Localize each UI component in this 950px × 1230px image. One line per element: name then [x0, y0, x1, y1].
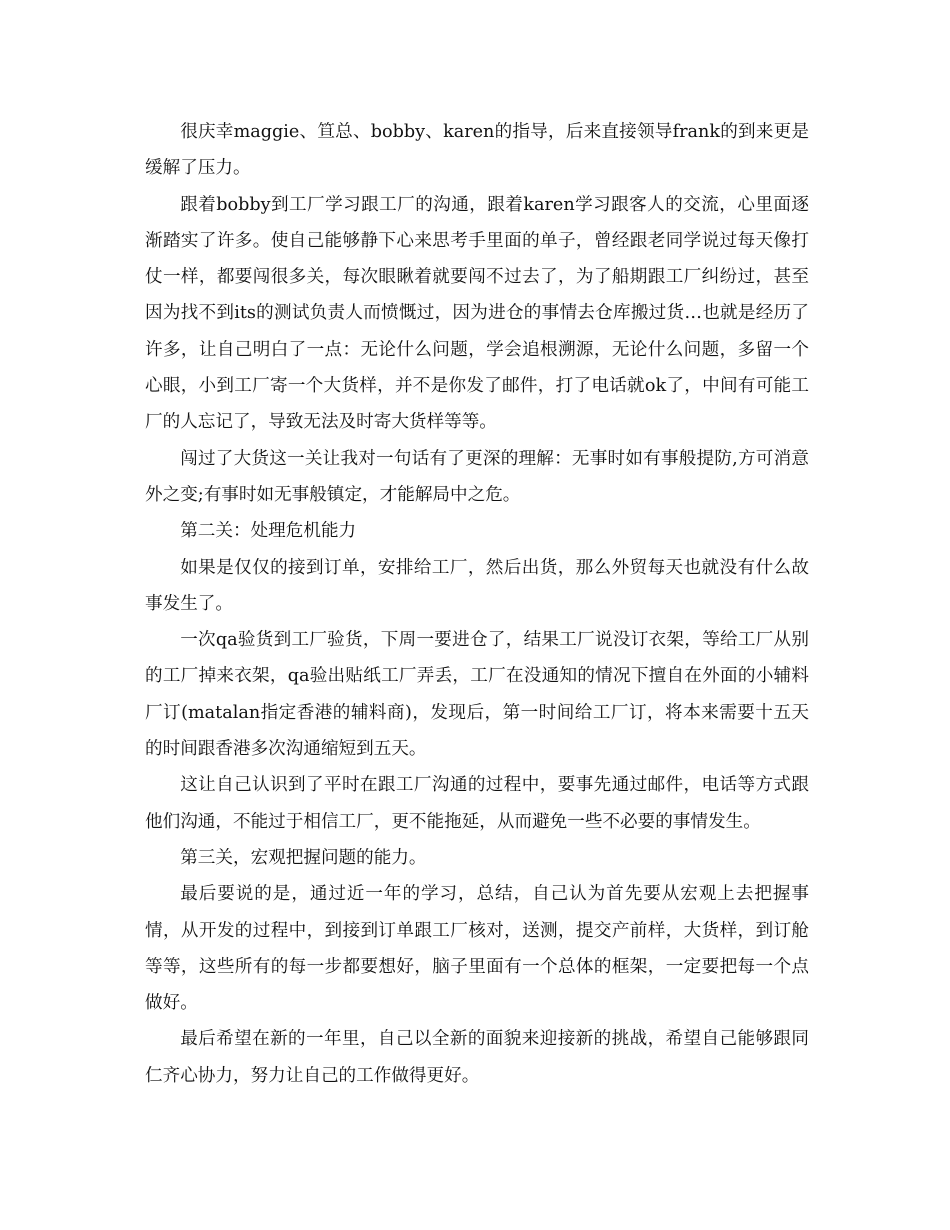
paragraph-9: 最后要说的是，通过近一年的学习，总结，自己认为首先要从宏观上去把握事情，从开发的过程中，到接到订单跟工厂核对，送测，提交产前样，大货样，到订舱等等，这些所有的每一步都要想好，脑子里面有一个总体的框架，一定要把每一个点做好。: [145, 884, 809, 1014]
section-heading-3: 第三关，宏观把握问题的能力。: [180, 847, 427, 868]
paragraph-6: 一次qa验货到工厂验货，下周一要进仓了，结果工厂说没订衣架，等给工厂从别的工厂掉来衣架，qa验出贴纸工厂弄丢，工厂在没通知的情况下擅自在外面的小辅料厂订(matalan指定香港的辅料商)，发现后，第一时间给工厂订，将本来需要十五天的时间跟香港多次沟通缩短到五天。: [145, 630, 809, 760]
document-body: [145, 114, 809, 1094]
paragraph-3: 闯过了大货这一关让我对一句话有了更深的理解：无事时如有事般提防,方可消意外之变;有事时如无事般镇定，才能解局中之危。: [145, 448, 809, 505]
paragraph-10: 最后希望在新的一年里，自己以全新的面貌来迎接新的挑战，希望自己能够跟同仁齐心协力，努力让自己的工作做得更好。: [145, 1029, 809, 1086]
paragraph-5: 如果是仅仅的接到订单，安排给工厂，然后出货，那么外贸每天也就没有什么故事发生了。: [145, 557, 809, 614]
paragraph-1: 很庆幸maggie、笪总、bobby、karen的指导，后来直接领导frank的到来更是缓解了压力。: [145, 122, 809, 179]
section-heading-2: 第二关：处理危机能力: [180, 521, 357, 542]
paragraph-7: 这让自己认识到了平时在跟工厂沟通的过程中，要事先通过邮件，电话等方式跟他们沟通，不能过于相信工厂，更不能拖延，从而避免一些不必要的事情发生。: [145, 775, 809, 832]
paragraph-2: 跟着bobby到工厂学习跟工厂的沟通，跟着karen学习跟客人的交流，心里面逐渐踏实了许多。使自己能够静下心来思考手里面的单子，曾经跟老同学说过每天像打仗一样，都要闯很多关，每次眼瞅着就要闯不过去了，为了船期跟工厂纠纷过，甚至因为找不到its的测试负责人而愤慨过，因为进仓的事情去仓库搬过货…也就是经历了许多，让自己明白了一点：无论什么问题，学会追根溯源，无论什么问题，多留一个心眼，小到工厂寄一个大货样，并不是你发了邮件，打了电话就ok了，中间有可能工厂的人忘记了，导致无法及时寄大货样等等。: [145, 194, 809, 433]
